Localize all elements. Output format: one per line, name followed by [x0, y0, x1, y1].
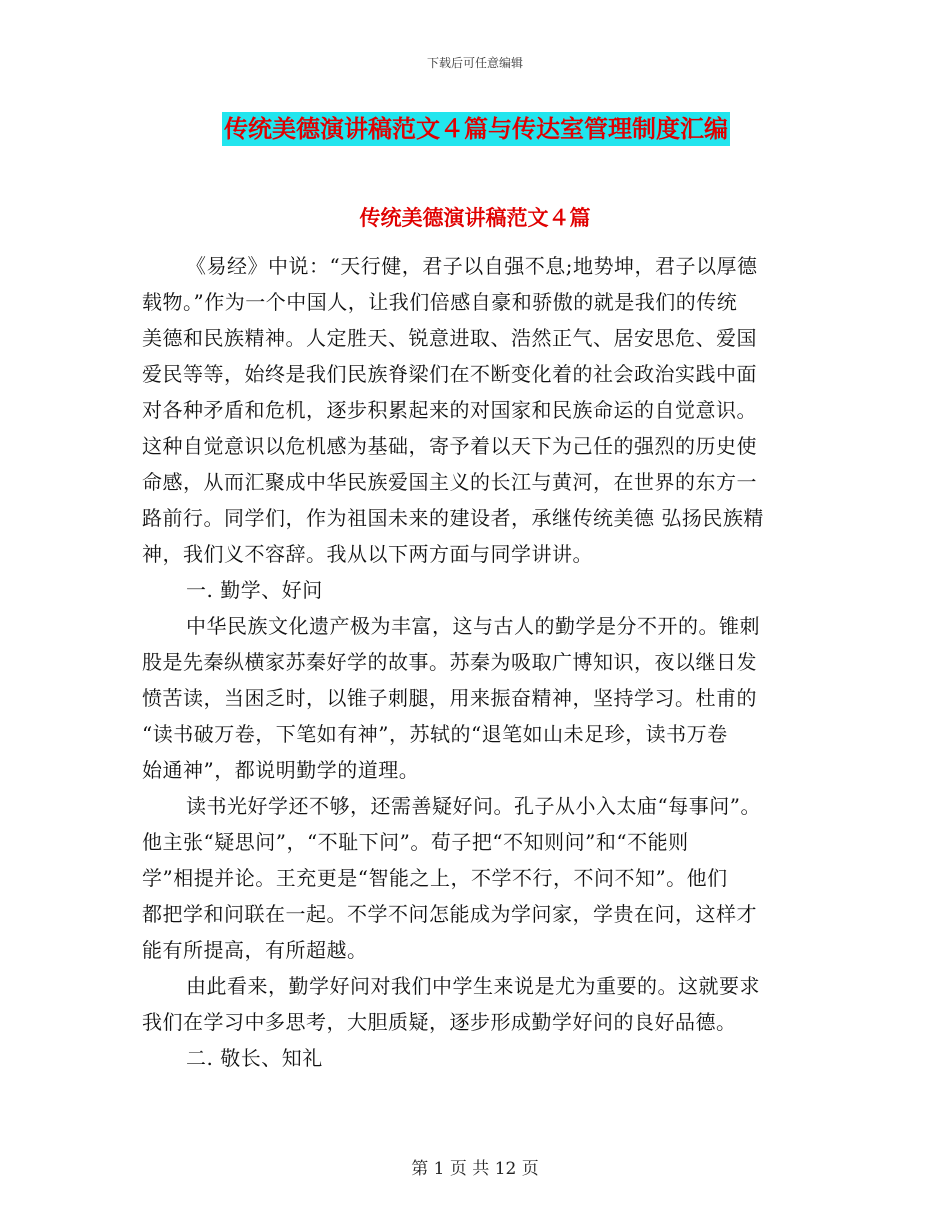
paragraph-line: 这种自觉意识以危机感为基础，寄予着以天下为己任的强烈的历史使 — [142, 434, 757, 458]
paragraph-line: 始通神”，都说明勤学的道理。 — [142, 758, 420, 782]
paragraph-line: 命感，从而汇聚成中华民族爱国主义的长江与黄河，在世界的东方一 — [142, 470, 757, 494]
paragraph-line: 美德和民族精神。人定胜天、锐意进取、浩然正气、居安思危、爱国 — [142, 326, 757, 350]
page-number-footer: 第 1 页 共 12 页 — [411, 1159, 539, 1179]
paragraph-line: 他主张“疑思问”，“不耻下问”。荀子把“不知则问”和“不能则 — [142, 830, 689, 854]
paragraph-line: 路前行。同学们，作为祖国未来的建设者，承继传统美德 弘扬民族精 — [142, 506, 764, 530]
paragraph-line: 爱民等等，始终是我们民族脊梁们在不断变化着的社会政治实践中面 — [142, 362, 757, 386]
paragraph-line: 我们在学习中多思考，大胆质疑，逐步形成勤学好问的良好品德。 — [142, 1010, 737, 1034]
paragraph-line: 都把学和问联在一起。不学不问怎能成为学问家，学贵在问，这样才 — [142, 902, 757, 926]
paragraph-line: “读书破万卷，下笔如有神”，苏轼的“退笔如山未足珍，读书万卷 — [142, 722, 728, 746]
paragraph-line: 读书光好学还不够，还需善疑好问。孔子从小入太庙“每事问”。 — [186, 794, 761, 818]
paragraph-line: 能有所提高，有所超越。 — [142, 938, 368, 962]
paragraph-line: 神，我们义不容辞。我从以下两方面与同学讲讲。 — [142, 542, 593, 566]
document-body — [142, 248, 810, 1076]
main-title: 传统美德演讲稿范文４篇与传达室管理制度汇编 — [222, 112, 730, 146]
paragraph-line: 学”相提并论。王充更是“智能之上，不学不行，不问不知”。他们 — [142, 866, 728, 890]
paragraph-line: 对各种矛盾和危机，逐步积累起来的对国家和民族命运的自觉意识。 — [142, 398, 757, 422]
paragraph-line: 股是先秦纵横家苏秦好学的故事。苏秦为吸取广博知识，夜以继日发 — [142, 650, 757, 674]
paragraph-line: 由此看来，勤学好问对我们中学生来说是尤为重要的。这就要求 — [186, 974, 760, 998]
section-heading: 二. 敬长、知礼 — [186, 1046, 323, 1070]
header-note: 下载后可任意编辑 — [426, 56, 523, 70]
paragraph-line: 愤苦读，当困乏时，以锥子刺腿，用来振奋精神，坚持学习。杜甫的 — [142, 686, 757, 710]
paragraph-line: 《易经》中说：“天行健，君子以自强不息;地势坤，君子以厚德 — [186, 254, 758, 278]
section-heading: 一. 勤学、好问 — [186, 578, 323, 602]
paragraph-line: 中华民族文化遗产极为丰富，这与古人的勤学是分不开的。锥刺 — [186, 614, 760, 638]
section-title: 传统美德演讲稿范文４篇 — [359, 205, 591, 230]
paragraph-line: 载物。”作为一个中国人，让我们倍感自豪和骄傲的就是我们的传统 — [142, 290, 738, 314]
